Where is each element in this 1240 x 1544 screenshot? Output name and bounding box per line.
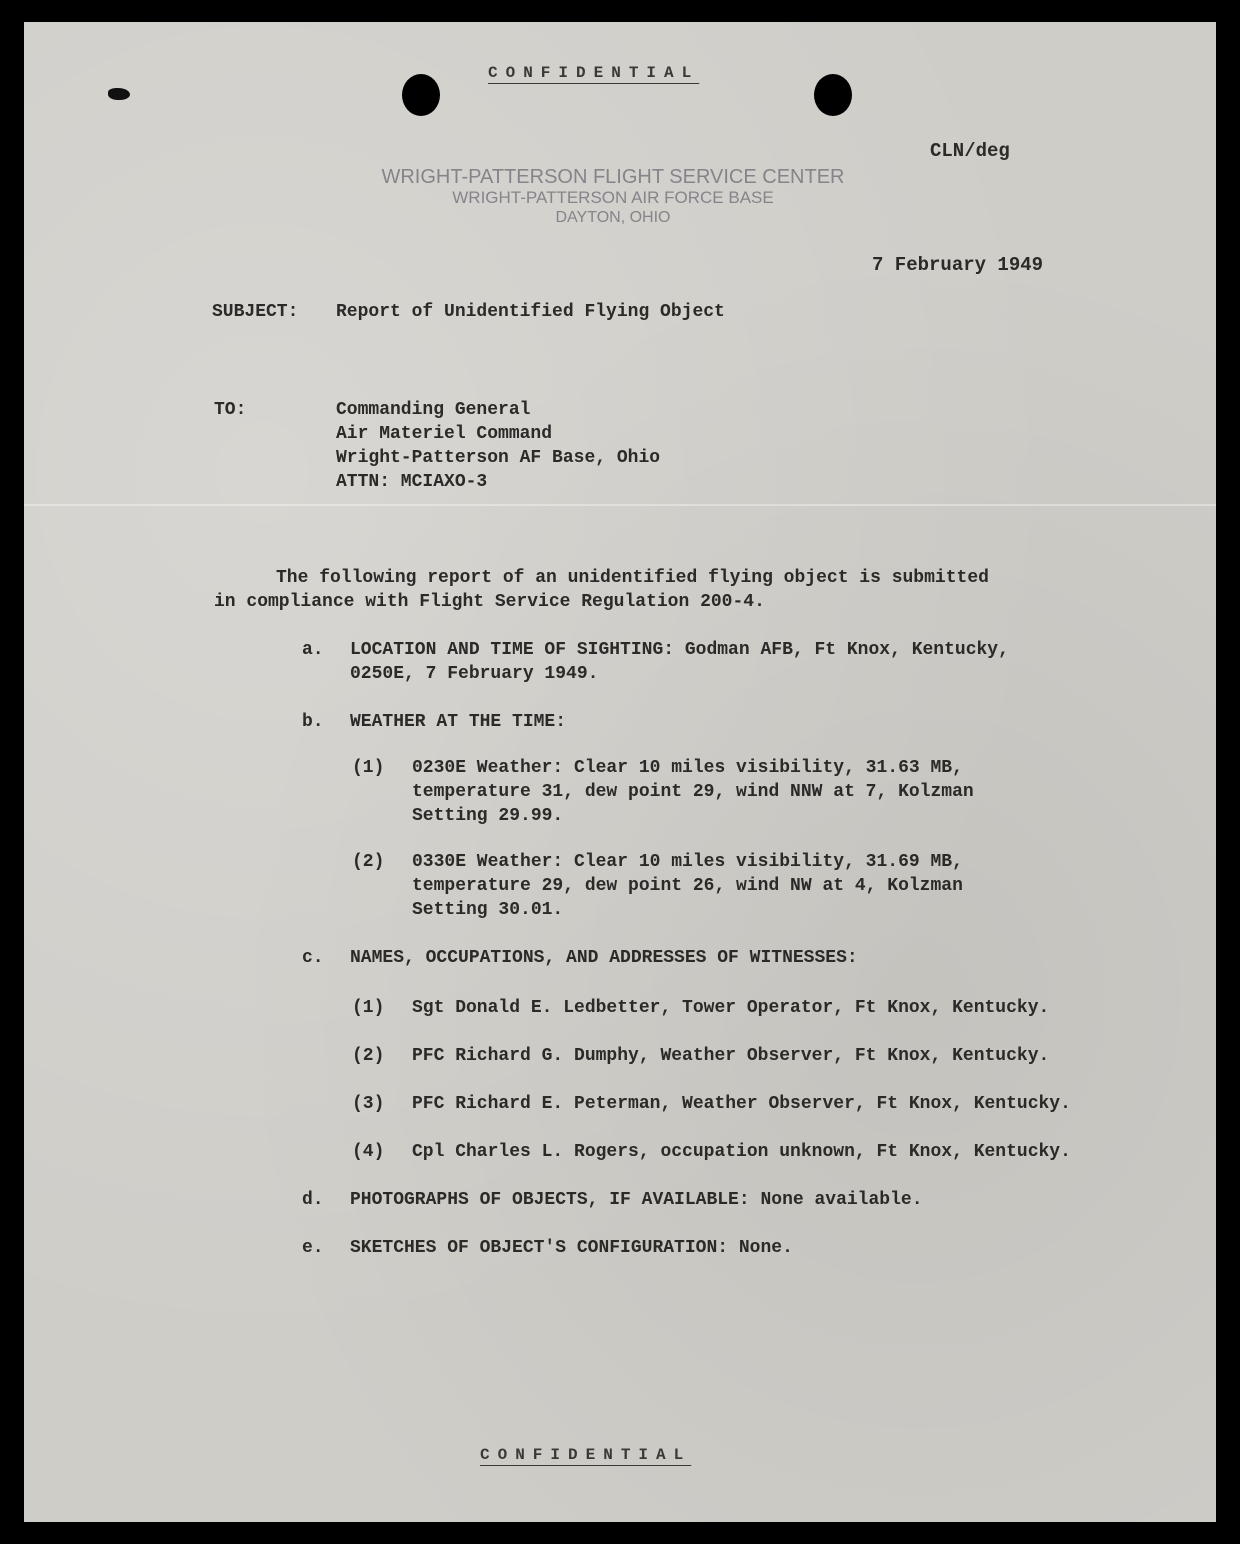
witness-3-number: (3): [352, 1094, 385, 1114]
item-d-marker: d.: [302, 1190, 324, 1210]
item-a-text: [350, 638, 1009, 686]
item-a-line-1: LOCATION AND TIME OF SIGHTING: Godman AFB, Ft Knox, Kentucky,: [350, 640, 1009, 660]
to-line-3: Wright-Patterson AF Base, Ohio: [336, 448, 661, 468]
to-line-1: Commanding General: [336, 400, 531, 420]
to-line-2: Air Materiel Command: [336, 424, 553, 444]
weather-2-line-3: Setting 30.01.: [412, 900, 564, 920]
punch-hole-right: [814, 74, 852, 116]
letterhead-line-3: DAYTON, OHIO: [555, 209, 671, 226]
weather-2-text: [412, 850, 963, 922]
item-e-marker: e.: [302, 1238, 324, 1258]
witness-2-text: PFC Richard G. Dumphy, Weather Observer, Ft Knox, Kentucky.: [412, 1046, 1050, 1066]
weather-1-line-3: Setting 29.99.: [412, 806, 564, 826]
intro-paragraph: [214, 566, 989, 614]
item-c-heading: NAMES, OCCUPATIONS, AND ADDRESSES OF WITNESSES:: [350, 948, 858, 968]
document-page: [24, 22, 1216, 1522]
to-line-4: ATTN: MCIAXO-3: [336, 472, 488, 492]
weather-1-number: (1): [352, 758, 385, 778]
intro-line-1: The following report of an unidentified flying object is submitted: [276, 568, 989, 588]
item-b-marker: b.: [302, 712, 324, 732]
item-c-marker: c.: [302, 948, 324, 968]
item-b-heading: WEATHER AT THE TIME:: [350, 712, 567, 732]
to-address: [336, 398, 660, 494]
ink-mark: [108, 88, 130, 100]
item-d-text: PHOTOGRAPHS OF OBJECTS, IF AVAILABLE: None available.: [350, 1190, 923, 1210]
letterhead-line-2: WRIGHT-PATTERSON AIR FORCE BASE: [452, 188, 774, 207]
witness-4-text: Cpl Charles L. Rogers, occupation unknown, Ft Knox, Kentucky.: [412, 1142, 1071, 1162]
classification-bottom: CONFIDENTIAL: [480, 1446, 692, 1464]
witness-2-number: (2): [352, 1046, 385, 1066]
weather-1-line-1: 0230E Weather: Clear 10 miles visibility, 31.63 MB,: [412, 758, 963, 778]
letterhead-line-1: WRIGHT-PATTERSON FLIGHT SERVICE CENTER: [381, 166, 845, 188]
weather-1-text: [412, 756, 974, 828]
subject-label: SUBJECT:: [212, 302, 299, 322]
classification-top: CONFIDENTIAL: [488, 64, 700, 82]
weather-1-line-2: temperature 31, dew point 29, wind NNW at 7, Kolzman: [412, 782, 974, 802]
weather-2-line-2: temperature 29, dew point 26, wind NW at 4, Kolzman: [412, 876, 963, 896]
document-date: 7 February 1949: [872, 254, 1044, 276]
letterhead: [378, 166, 848, 228]
weather-2-line-1: 0330E Weather: Clear 10 miles visibility, 31.69 MB,: [412, 852, 963, 872]
intro-line-2: in compliance with Flight Service Regulation 200-4.: [214, 592, 765, 612]
punch-hole-left: [402, 74, 440, 116]
item-a-marker: a.: [302, 640, 324, 660]
witness-3-text: PFC Richard E. Peterman, Weather Observer, Ft Knox, Kentucky.: [412, 1094, 1071, 1114]
witness-4-number: (4): [352, 1142, 385, 1162]
to-label: TO:: [214, 400, 247, 420]
witness-1-number: (1): [352, 998, 385, 1018]
weather-2-number: (2): [352, 852, 385, 872]
page-fold-line: [24, 504, 1216, 506]
subject-text: Report of Unidentified Flying Object: [336, 302, 725, 322]
reference-initials: CLN/deg: [930, 140, 1010, 162]
witness-1-text: Sgt Donald E. Ledbetter, Tower Operator, Ft Knox, Kentucky.: [412, 998, 1050, 1018]
item-a-line-2: 0250E, 7 February 1949.: [350, 664, 599, 684]
item-e-text: SKETCHES OF OBJECT'S CONFIGURATION: None.: [350, 1238, 793, 1258]
